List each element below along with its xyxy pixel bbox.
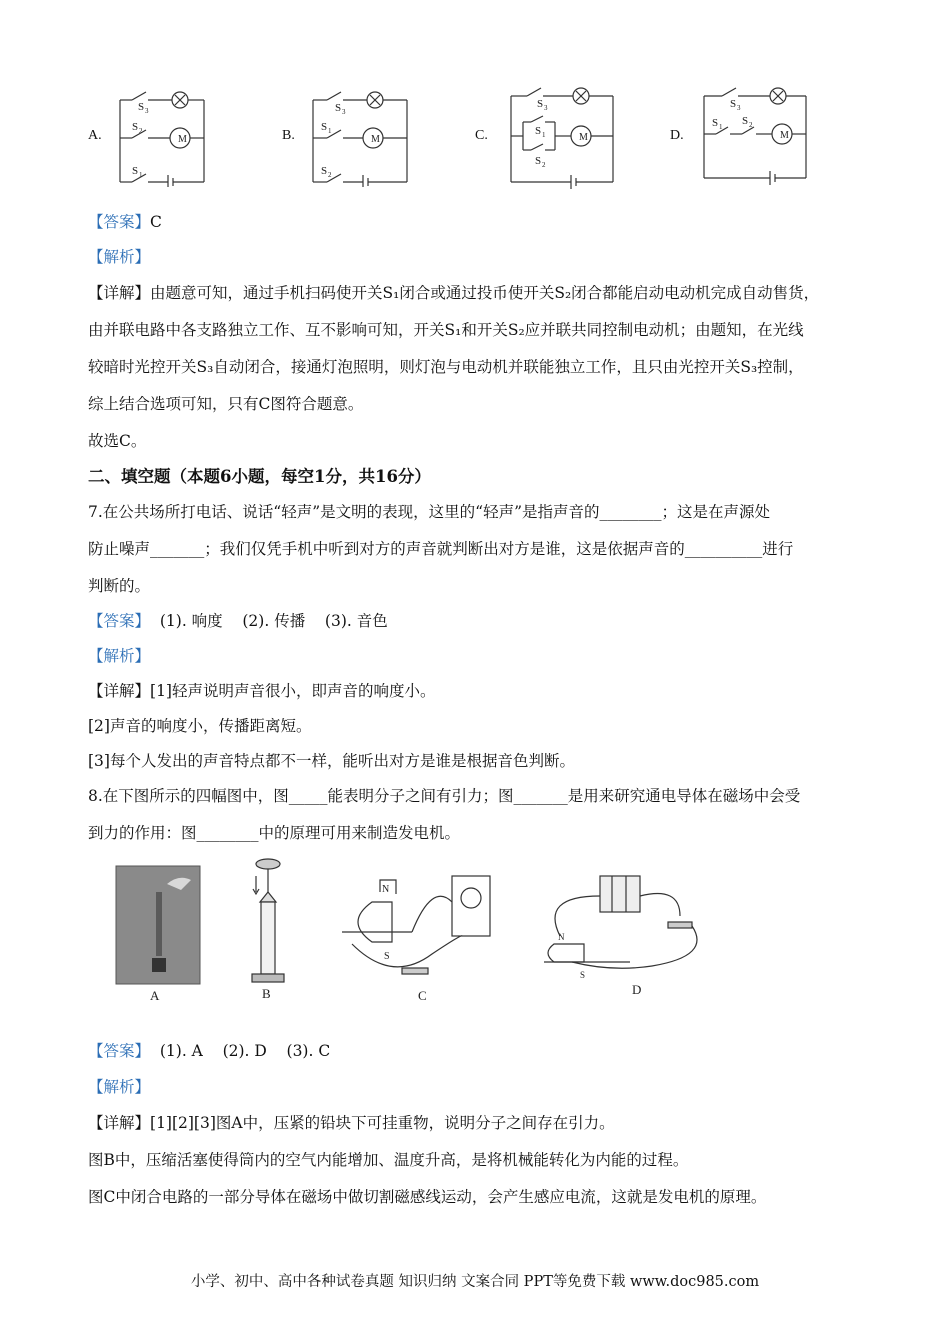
q8-detail-2: 图B中，压缩活塞使得筒内的空气内能增加、温度升高，是将机械能转化为内能的过程。 <box>88 1151 689 1169</box>
detail-tag: 【详解】 <box>88 284 151 302</box>
page-footer: 小学、初中、高中各种试卷真题 知识归纳 文案合同 PPT等免费下载 www.doc985.com <box>190 1274 760 1290</box>
figure-b-fire-syringe <box>238 856 298 1006</box>
q7-detail-1: 【详解】[1]轻声说明声音很小，即声音的响度小。 <box>88 682 436 700</box>
q7-answer-line: 【答案】 (1). 响度 (2). 传播 (3). 音色 <box>88 612 388 630</box>
circuit-diagram-c <box>505 78 620 190</box>
q8-answer-line: 【答案】 (1). A (2). D (3). C <box>88 1042 331 1060</box>
q6-detail-line-4: 综上结合选项可知，只有C图符合题意。 <box>88 395 364 413</box>
svg-text:S: S <box>535 125 542 137</box>
q6-analysis-tag: 【解析】 <box>88 248 151 266</box>
q8-detail-1: 【详解】[1][2][3]图A中，压紧的铅块下可挂重物，说明分子之间存在引力。 <box>88 1114 615 1132</box>
section-heading: 二、填空题（本题6小题，每空1分，共16分） <box>88 467 431 486</box>
q6-detail-line-3: 较暗时光控开关S₃自动闭合，接通灯泡照明，则灯泡与电动机并联能独立工作，且只由光控开关S₃控制， <box>88 358 804 376</box>
q7-answer: (1). 响度 (2). 传播 (3). 音色 <box>150 612 388 630</box>
svg-text:S: S <box>132 121 139 133</box>
circuit-diagram-a <box>112 82 212 187</box>
svg-text:1: 1 <box>139 171 143 179</box>
svg-text:M: M <box>178 134 187 145</box>
figure-label-c: C <box>418 988 427 1003</box>
svg-text:N: N <box>558 932 565 942</box>
svg-text:M: M <box>780 130 789 141</box>
svg-text:M: M <box>371 134 380 145</box>
svg-text:S: S <box>335 102 342 114</box>
svg-text:3: 3 <box>342 108 346 116</box>
q8-analysis-tag: 【解析】 <box>88 1078 151 1096</box>
svg-text:1: 1 <box>542 131 546 139</box>
svg-text:2: 2 <box>542 161 546 169</box>
svg-text:3: 3 <box>544 104 548 112</box>
answer-tag: 【答案】 <box>88 213 151 231</box>
circuit-diagram-b <box>305 82 415 187</box>
svg-text:S: S <box>321 121 328 133</box>
q6-detail-line-1: 【详解】由题意可知，通过手机扫码使开关S₁闭合或通过投币使开关S₂闭合都能启动电动机完成自动售货， <box>88 284 820 302</box>
a-s-top-sub: 3 <box>145 107 149 115</box>
q7-detail-2: [2]声音的响度小，传播距离短。 <box>88 717 312 735</box>
svg-text:M: M <box>579 132 588 143</box>
svg-text:S: S <box>730 98 737 110</box>
circuit-diagram-d <box>698 78 813 186</box>
svg-text:3: 3 <box>737 104 741 112</box>
q7-line-2: 防止噪声_______；我们仅凭手机中听到对方的声音就判断出对方是谁，这是依据声音的__________进行 <box>88 540 794 558</box>
q6-answer-line <box>88 212 162 232</box>
figure-label-d: D <box>632 982 642 997</box>
svg-text:S: S <box>535 155 542 167</box>
svg-text:S: S <box>537 98 544 110</box>
svg-text:2: 2 <box>328 171 332 179</box>
svg-text:S: S <box>384 951 390 962</box>
q6-detail-line-2: 由并联电路中各支路独立工作、互不影响可知，开关S₁和开关S₂应并联共同控制电动机；由题知，在光线 <box>88 321 804 339</box>
figure-a-lead-blocks <box>112 862 204 1007</box>
q8-detail-3: 图C中闭合电路的一部分导体在磁场中做切割磁感线运动，会产生感应电流，这就是发电机的原理。 <box>88 1188 767 1206</box>
option-d-label: D. <box>670 128 684 143</box>
figure-label-b: B <box>262 986 271 1001</box>
svg-text:S: S <box>321 165 328 177</box>
q6-answer: C <box>150 213 162 231</box>
q8-line-2: 到力的作用：图________中的原理可用来制造发电机。 <box>88 824 461 842</box>
svg-text:N: N <box>382 884 390 895</box>
q7-line-3: 判断的。 <box>88 577 151 595</box>
svg-text:2: 2 <box>139 127 143 135</box>
q7-line-1: 7.在公共场所打电话、说话“轻声”是文明的表现，这里的“轻声”是指声音的________；这是在声源处 <box>88 503 770 521</box>
svg-text:S: S <box>712 117 719 129</box>
option-c-label: C. <box>475 128 488 143</box>
figure-d-motor <box>540 866 730 1006</box>
q8-answer: (1). A (2). D (3). C <box>150 1042 331 1060</box>
q8-line-1: 8.在下图所示的四幅图中，图_____能表明分子之间有引力；图_______是用来研究通电导体在磁场中会受 <box>88 787 801 805</box>
svg-text:S: S <box>742 115 749 127</box>
svg-text:S: S <box>580 970 586 980</box>
figure-label-a: A <box>150 988 160 1003</box>
svg-text:1: 1 <box>328 127 332 135</box>
svg-text:1: 1 <box>719 123 723 131</box>
option-b-label: B. <box>282 128 295 143</box>
svg-text:S: S <box>132 165 139 177</box>
q7-detail-3: [3]每个人发出的声音特点都不一样，能听出对方是谁是根据音色判断。 <box>88 752 575 770</box>
q7-analysis-tag: 【解析】 <box>88 647 151 665</box>
svg-text:S: S <box>138 101 145 113</box>
svg-text:2: 2 <box>749 121 753 129</box>
figure-c-generator <box>332 862 512 1007</box>
q6-conclusion: 故选C。 <box>88 432 147 450</box>
option-a-label: A. <box>88 128 102 143</box>
